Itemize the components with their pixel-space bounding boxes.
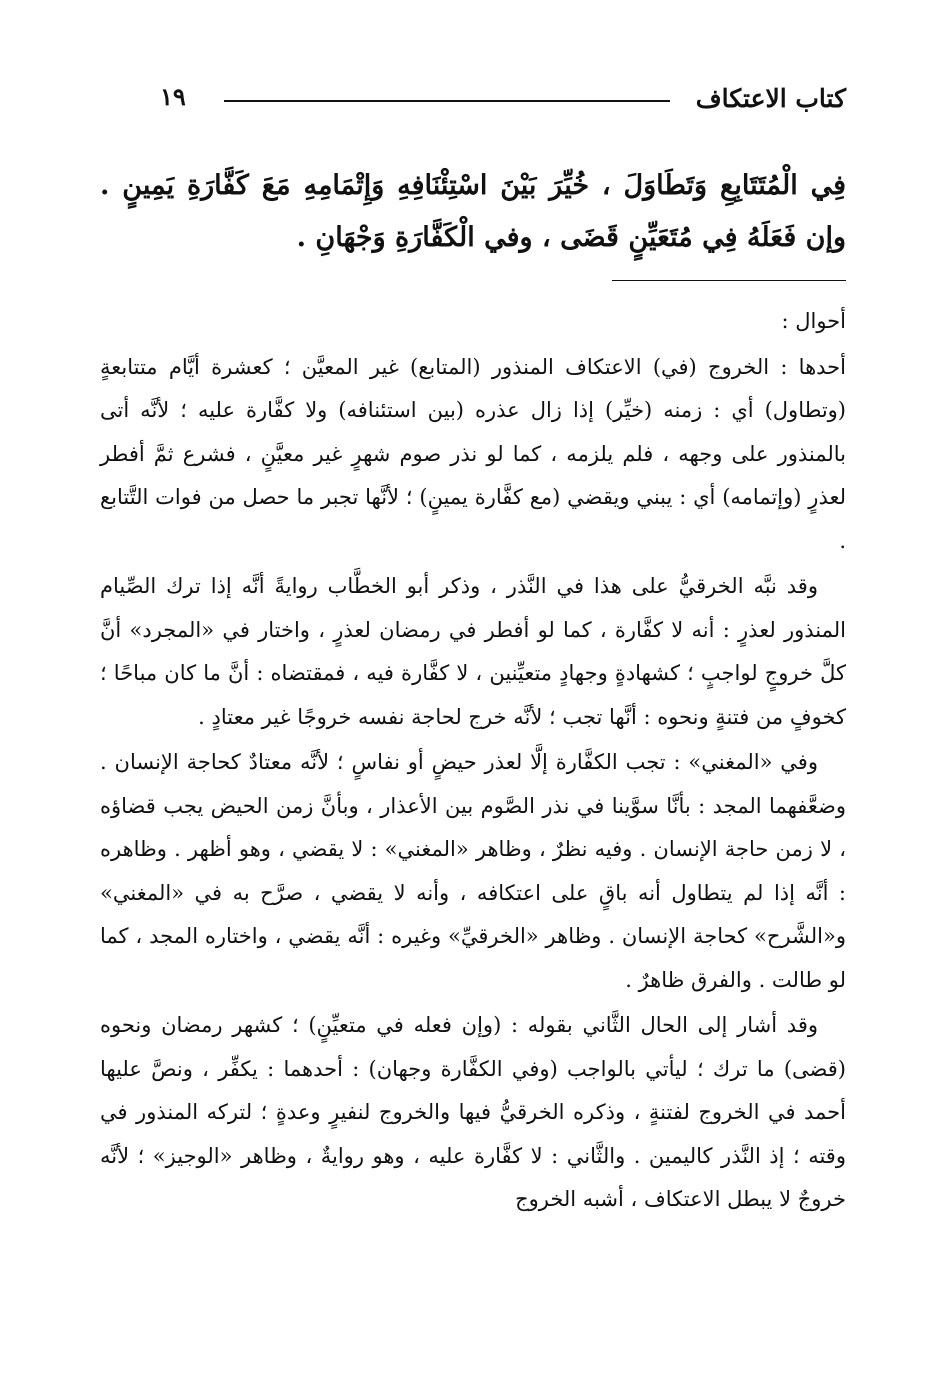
running-header — [160, 82, 846, 122]
paragraph: وقد نبَّه الخرقيُّ على هذا في النَّذر ، وذكر أبو الخطَّاب روايةً أنَّه إذا ترك الصِّيام المنذور لعذرٍ : أنه لا كفَّارة ، كما لو أفطر في رمضان لعذرٍ ، واختار في «المجرد» أنَّ كلَّ خروجٍ لواجبٍ ؛ كشهادةٍ وجهادٍ متعيِّنين ، لا كفَّارة فيه ، فمقتضاه : أنَّ ما كان مباحًا ؛ كخوفٍ من فتنةٍ ونحوه : أنَّها تجب ؛ لأنَّه خرج لحاجة نفسه خروجًا غير معتادٍ . — [100, 574, 846, 729]
page-number: ١٩ — [160, 82, 186, 111]
paragraph: وقد أشار إلى الحال الثَّاني بقوله : (وإن فعله في متعيِّنٍ) ؛ كشهر رمضان ونحوه (قضى) ما ترك ؛ ليأتي بالواجب (وفي الكفَّارة وجهان) : أحدهما : يكفِّر ، ونصَّ عليها أحمد في الخروج لفتنةٍ ، وذكره الخرقيُّ فيها والخروج لنفيرٍ وعدةٍ ؛ لتركه المنذور في وقته ؛ إذ النَّذر كاليمين . والثَّاني : لا كفَّارة عليه ، وهو روايةٌ ، وظاهر «الوجيز» ؛ لأنَّه خروجٌ لا يبطل الاعتكاف ، أشبه الخروج — [100, 1013, 846, 1211]
header-rule — [224, 100, 670, 102]
section-divider — [612, 280, 846, 281]
paragraph: أحدها : الخروج (في) الاعتكاف المنذور (المتابع) غير المعيَّن ؛ كعشرة أيَّام متتابعةٍ (وتطاول) أي : زمنه (خيِّر) إذا زال عذره (بين استئنافه) ولا كفَّارة عليه ؛ لأنَّه أتى بالمنذور على وجهه ، فلم يلزمه ، كما لو نذر صوم شهرٍ غير معيَّنٍ ، فشرع ثمَّ أفطر لعذرٍ (وإتمامه) أي : يبني ويقضي (مع كفَّارة يمينٍ) ؛ لأنَّها تجبر ما حصل من فوات التَّتابع . — [100, 354, 846, 553]
chapter-title: كتاب الاعتكاف — [695, 84, 846, 113]
paragraph: وفي «المغني» : تجب الكفَّارة إلَّا لعذر حيضٍ أو نفاسٍ ؛ لأنَّه معتادٌ كحاجة الإنسان . وضعَّفهما المجد : بأنَّا سوَّينا في نذر الصَّوم بين الأعذار ، وبأنَّ زمن الحيض يجب قضاؤه ، لا زمن حاجة الإنسان . وفيه نظرٌ ، وظاهر «المغني» : لا يقضي ، وهو أظهر . وظاهره : أنَّه إذا لم يتطاول أنه باقٍ على اعتكافه ، وأنه لا يقضي ، صرَّح به في «المغني» و«الشَّرح» كحاجة الإنسان . وظاهر «الخرقيِّ» وغيره : أنَّه يقضي ، واختاره المجد ، كما لو طالت . والفرق ظاهرٌ . — [100, 750, 846, 992]
commentary-heading: أحوال : — [781, 309, 846, 333]
main-text: فِي الْمُتَتَابِعِ وَتَطَاوَلَ ، خُيِّرَ بَيْنَ اسْتِئْنَافِهِ وَإِتْمَامِهِ مَعَ كَفَّارَةِ يَمِينٍ . وإن فَعَلَهُ فِي مُتَعَيِّنٍ قَضَى ، وفي الْكَفَّارَةِ وَجْهَانِ . — [100, 170, 846, 253]
commentary — [100, 300, 846, 1222]
